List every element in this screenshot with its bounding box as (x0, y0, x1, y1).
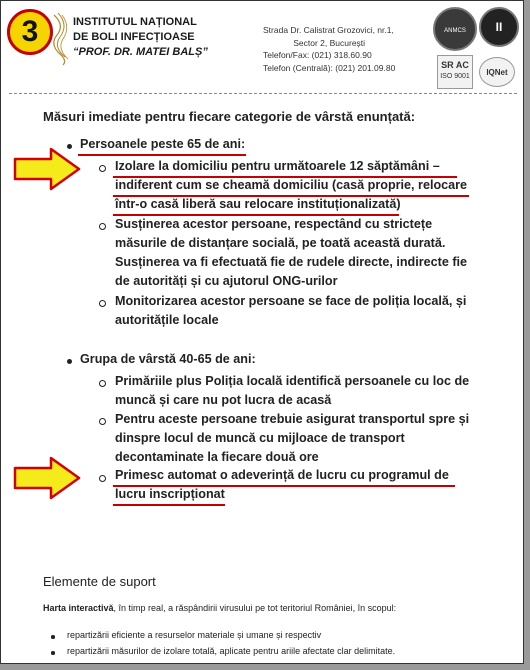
institute-address (263, 24, 395, 74)
group2-item1-line2: muncă și care nu pot lucra de acasă (115, 393, 332, 407)
group2-item2-line1: Pentru aceste persoane trebuie asigurat transportul spre și (115, 412, 470, 426)
institute-logo-icon (51, 11, 71, 67)
support-bullet-2: repartizării măsurilor de izolare totală, aplicate pentru ariile afectate clar delimitate. (67, 646, 396, 656)
iqnet-certification-icon (479, 57, 515, 87)
group2-label: Grupa de vârstă 40-65 de ani: (80, 352, 256, 366)
header-divider (9, 93, 517, 94)
group1-item1-line1: Izolare la domiciliu pentru următoarele 12 săptămâni – (115, 159, 440, 173)
circle-bullet-icon (99, 165, 106, 172)
group2-item3-line2: lucru inscripționat (115, 487, 225, 501)
iqnet-label: IQNet (486, 68, 508, 77)
support-intro-rest: , în timp real, a răspândirii virusului pe tot teritoriul României, în scopul: (113, 603, 397, 613)
group1-item2-line1: Susținerea acestor persoane, respectând cu strictețe (115, 217, 433, 231)
srac-certification-icon (437, 55, 473, 89)
group1-label: Persoanele peste 65 de ani: (80, 137, 246, 151)
group2-item3-line1: Primesc automat o adeverință de lucru cu programul de (115, 468, 449, 482)
circle-bullet-icon (99, 380, 106, 387)
red-underline (78, 154, 246, 156)
circle-bullet-icon (99, 300, 106, 307)
address-line-4: Telefon (Centrală): (021) 201.09.80 (263, 62, 396, 73)
red-underline (113, 214, 399, 216)
support-heading: Elemente de suport (43, 574, 156, 589)
support-intro (43, 603, 396, 613)
group1-item2-line4: de autorități și cu ajutorul ONG-urilor (115, 274, 338, 288)
group2-item2-line3: decontaminate la fiecare două ore (115, 450, 319, 464)
group2-item2-line2: dinspre locul de muncă cu mijloace de transport (115, 431, 405, 445)
anmcs-seal-icon (433, 7, 477, 51)
address-line-1: Strada Dr. Calistrat Grozovici, nr.1, (263, 25, 394, 35)
group1-item2-line2: măsurile de distanțare socială, pe toată această durată. (115, 236, 446, 250)
support-bullet-1: repartizării eficiente a resurselor materiale și umane și respectiv (67, 630, 322, 640)
group2-item1-line1: Primăriile plus Poliția locală identifică persoanele cu loc de (115, 374, 470, 388)
institute-line-1: INSTITUTUL NAȚIONAL (73, 16, 197, 28)
badge-number: 3 (21, 15, 39, 48)
group1-item3-line1: Monitorizarea acestor persoane se face de poliția locală, și (115, 294, 467, 308)
page-number-badge (7, 9, 53, 55)
accreditation-seal-icon: II (479, 7, 519, 47)
address-line-2: Sector 2, București (293, 37, 366, 48)
bullet-icon (51, 635, 55, 639)
bullet-icon (51, 651, 55, 655)
bullet-icon (67, 359, 72, 364)
anmcs-seal-text: ANMCS (444, 28, 466, 34)
group1-item2-line3: Susținerea va fi efectuată fie de rudele directe, indirecte fie (115, 255, 468, 269)
group1-item1-line2: indiferent cum se cheamă domiciliu (casă proprie, relocare (115, 178, 468, 192)
group1-item3-line2: autoritățile locale (115, 313, 219, 327)
yellow-arrow-icon (13, 456, 81, 500)
institute-line-3: “PROF. DR. MATEI BALȘ” (73, 46, 208, 58)
group1-item1-line3: într-o casă liberă sau relocare instituționalizată) (115, 197, 401, 211)
support-intro-bold: Harta interactivă (43, 603, 114, 613)
section-heading: Măsuri imediate pentru fiecare categorie de vârstă enunțată: (43, 109, 416, 124)
circle-bullet-icon (99, 475, 106, 482)
iso-label: ISO 9001 (440, 73, 470, 80)
address-line-3: Telefon/Fax: (021) 318.60.90 (263, 50, 372, 60)
circle-bullet-icon (99, 223, 106, 230)
srac-label: SR AC (441, 60, 469, 70)
yellow-arrow-icon (13, 147, 81, 191)
institute-line-2: DE BOLI INFECȚIOASE (73, 31, 195, 43)
institute-name (73, 15, 208, 60)
circle-bullet-icon (99, 418, 106, 425)
red-underline (113, 504, 225, 506)
